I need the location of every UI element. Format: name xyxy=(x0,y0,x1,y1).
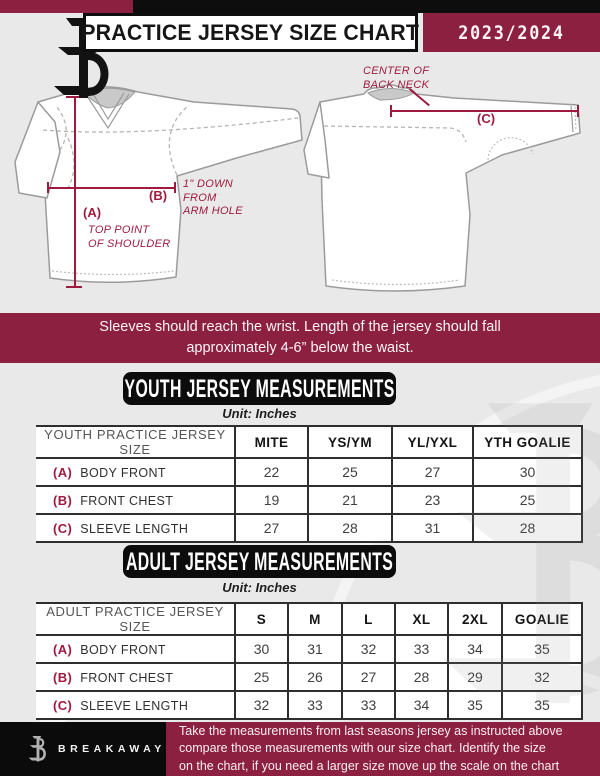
measurement-value: 27 xyxy=(342,663,395,691)
footer-monogram-icon xyxy=(28,735,47,763)
measurement-value: 25 xyxy=(473,486,582,514)
measurement-name: BODY FRONT xyxy=(80,465,166,480)
measure-c-cap-right xyxy=(577,105,579,117)
top-strip-maroon xyxy=(0,0,133,13)
back-jersey-diagram xyxy=(302,80,594,298)
footer-brand-name: BREAKAWAY xyxy=(58,743,166,755)
table-row xyxy=(36,486,582,514)
measurement-value: 30 xyxy=(235,635,288,663)
measurement-key: (C) xyxy=(53,520,73,536)
note-c-line1: CENTER OF xyxy=(363,65,430,77)
measure-b-cap-left xyxy=(47,182,49,193)
table-row xyxy=(36,691,582,719)
youth-heading-text: YOUTH JERSEY MEASUREMENTS xyxy=(124,373,395,402)
measurement-name: BODY FRONT xyxy=(80,642,166,657)
measurement-key: (B) xyxy=(53,492,73,508)
measure-a-line xyxy=(74,97,76,287)
measurement-name: FRONT CHEST xyxy=(80,493,174,508)
measurement-name: SLEEVE LENGTH xyxy=(80,521,189,536)
measurement-row-label xyxy=(36,458,235,486)
table-row xyxy=(36,514,582,542)
season-badge xyxy=(423,13,600,52)
measurement-value: 32 xyxy=(342,635,395,663)
measurement-value: 25 xyxy=(308,458,392,486)
table-body xyxy=(36,635,582,719)
measurement-value: 33 xyxy=(342,691,395,719)
measurement-value: 28 xyxy=(395,663,448,691)
youth-unit-label: Unit: Inches xyxy=(222,406,297,421)
measurement-value: 33 xyxy=(288,691,342,719)
measurement-value: 21 xyxy=(308,486,392,514)
measurement-row-label xyxy=(36,691,235,719)
page-title xyxy=(83,13,418,52)
measurement-value: 32 xyxy=(235,691,288,719)
measurement-row-label xyxy=(36,514,235,542)
footer xyxy=(0,722,600,776)
measurement-value: 34 xyxy=(395,691,448,719)
measurement-value: 35 xyxy=(502,691,582,719)
table-header-row xyxy=(36,603,582,635)
measurement-value: 27 xyxy=(392,458,473,486)
measurement-value: 34 xyxy=(448,635,502,663)
measurement-row-label xyxy=(36,635,235,663)
note-b-line3: ARM HOLE xyxy=(183,205,243,217)
table-head xyxy=(36,603,582,635)
measurement-value: 29 xyxy=(448,663,502,691)
measurement-key: (B) xyxy=(53,669,73,685)
measurement-value: 22 xyxy=(235,458,308,486)
measurement-value: 27 xyxy=(235,514,308,542)
measurement-value: 33 xyxy=(395,635,448,663)
size-column-header: 2XL xyxy=(448,603,502,635)
measurement-value: 28 xyxy=(308,514,392,542)
size-label-header: YOUTH PRACTICE JERSEY SIZE xyxy=(36,426,235,458)
note-c-line2: BACK NECK xyxy=(363,78,430,91)
size-column-header: YTH GOALIE xyxy=(473,426,582,458)
measure-b-cap-right xyxy=(174,182,176,193)
note-b-line1: 1" DOWN xyxy=(183,178,234,190)
note-a-line1: TOP POINT xyxy=(88,224,150,236)
season-badge-text: 2023/2024 xyxy=(458,21,565,44)
size-column-header: S xyxy=(235,603,288,635)
footer-note-line2: compare those measurements with our size chart. Identify the size xyxy=(179,741,546,756)
size-column-header: M xyxy=(288,603,342,635)
measurement-key: (A) xyxy=(53,641,73,657)
size-column-header: GOALIE xyxy=(502,603,582,635)
label-a: (A) xyxy=(83,205,102,220)
measurement-name: FRONT CHEST xyxy=(80,670,174,685)
label-b: (B) xyxy=(149,188,168,203)
top-strip-black xyxy=(133,0,600,13)
measure-c-cap-left xyxy=(390,105,392,117)
measurement-value: 31 xyxy=(392,514,473,542)
adult-size-table xyxy=(36,602,583,720)
measurement-key: (C) xyxy=(53,697,73,713)
youth-size-table xyxy=(36,425,583,543)
measurement-value: 26 xyxy=(288,663,342,691)
fit-note-line2: approximately 4-6” below the waist. xyxy=(186,340,414,356)
measurement-value: 28 xyxy=(473,514,582,542)
footer-note-line3: on the chart, if you need a larger size move up the scale on the chart xyxy=(179,758,560,773)
measurement-value: 23 xyxy=(392,486,473,514)
adult-section-heading xyxy=(123,545,396,578)
measurement-value: 35 xyxy=(448,691,502,719)
note-down-from-arm-hole xyxy=(183,178,243,219)
note-a-line2: OF SHOULDER xyxy=(88,237,171,250)
measure-a-cap-bottom xyxy=(66,286,82,288)
measurement-value: 32 xyxy=(502,663,582,691)
measurement-value: 31 xyxy=(288,635,342,663)
fit-note-banner xyxy=(0,313,600,363)
measurement-key: (A) xyxy=(53,464,73,480)
size-label-header: ADULT PRACTICE JERSEY SIZE xyxy=(36,603,235,635)
table-head xyxy=(36,426,582,458)
table-row xyxy=(36,458,582,486)
note-top-point-of-shoulder xyxy=(88,224,171,251)
measurement-value: 25 xyxy=(235,663,288,691)
label-c: (C) xyxy=(477,111,496,126)
note-b-line2: FROM xyxy=(183,191,217,204)
measurement-value: 35 xyxy=(502,635,582,663)
adult-unit-label: Unit: Inches xyxy=(222,580,297,595)
footer-brand-block xyxy=(0,722,166,776)
measurement-row-label xyxy=(36,663,235,691)
table-header-row xyxy=(36,426,582,458)
table-body xyxy=(36,458,582,542)
note-center-of-back-neck xyxy=(363,65,429,92)
footer-note-line1: Take the measurements from last seasons jersey as instructed above xyxy=(179,724,563,738)
adult-heading-text: ADULT JERSEY MEASUREMENTS xyxy=(125,546,394,575)
fit-note-line1: Sleeves should reach the wrist. Length of the jersey should fall xyxy=(99,319,501,335)
page-title-text: PRACTICE JERSEY SIZE CHART xyxy=(81,19,420,45)
top-accent-strip xyxy=(0,0,600,13)
size-column-header: MITE xyxy=(235,426,308,458)
measurement-value: 30 xyxy=(473,458,582,486)
size-column-header: L xyxy=(342,603,395,635)
size-column-header: XL xyxy=(395,603,448,635)
youth-section-heading xyxy=(123,372,396,405)
size-column-header: YS/YM xyxy=(308,426,392,458)
measurement-row-label xyxy=(36,486,235,514)
table-row xyxy=(36,663,582,691)
measurement-name: SLEEVE LENGTH xyxy=(80,698,189,713)
measurement-value: 19 xyxy=(235,486,308,514)
table-row xyxy=(36,635,582,663)
footer-instructions xyxy=(166,722,600,776)
size-column-header: YL/YXL xyxy=(392,426,473,458)
